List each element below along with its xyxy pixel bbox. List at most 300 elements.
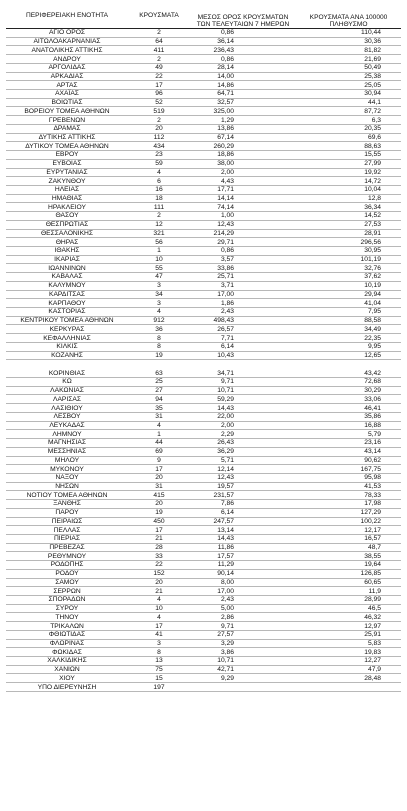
table-row <box>6 518 401 527</box>
weekly-average-value: 7,71 <box>220 334 234 342</box>
per-100k-value: 7,95 <box>367 308 381 316</box>
region-name: ΑΡΓΟΛΙΔΑΣ <box>48 64 86 72</box>
header-region: ΠΕΡΙΦΕΡΕΙΑΚΗ ΕΝΟΤΗΤΑ <box>25 11 109 19</box>
cases-value: 27 <box>155 387 163 395</box>
weekly-average-value: 17,00 <box>217 290 234 298</box>
weekly-average-value: 13,86 <box>217 125 234 133</box>
per-100k-value: 69,6 <box>367 133 381 141</box>
weekly-average-value: 3,57 <box>220 256 234 264</box>
cases-value: 8 <box>157 343 161 351</box>
per-100k-value: 41,04 <box>364 299 381 307</box>
weekly-average-value: 33,86 <box>217 264 234 272</box>
cases-value: 13 <box>155 657 163 665</box>
table-row <box>6 439 401 448</box>
table-row <box>6 535 401 544</box>
table-row <box>6 387 401 396</box>
per-100k-value: 25,38 <box>364 72 381 80</box>
region-name: ΕΥΡΥΤΑΝΙΑΣ <box>46 168 88 176</box>
table-row <box>6 160 401 169</box>
table-row <box>6 55 401 64</box>
weekly-average-value: 5,00 <box>220 605 234 613</box>
cases-value: 63 <box>155 369 163 377</box>
table-row <box>6 151 401 160</box>
cases-value: 912 <box>153 317 165 325</box>
region-name: ΗΜΑΘΙΑΣ <box>51 195 83 203</box>
cases-value: 64 <box>155 38 163 46</box>
region-name: ΙΘΑΚΗΣ <box>54 247 80 255</box>
per-100k-value: 41,53 <box>364 483 381 491</box>
header-weekly-average: ΜΕΣΟΣ ΟΡΟΣ ΚΡΟΥΣΜΑΤΩΝ ΤΩΝ ΤΕΛΕΥΤΑΙΩΝ 7 ΗΜΕΡΩΝ <box>196 14 290 28</box>
region-name: ΡΕΘΥΜΝΟΥ <box>47 552 87 560</box>
cases-value: 49 <box>155 64 163 72</box>
per-100k-value: 34,49 <box>364 325 381 333</box>
region-name: ΠΕΛΛΑΣ <box>53 526 81 534</box>
region-name: ΑΡΤΑΣ <box>56 81 78 89</box>
per-100k-value: 127,29 <box>360 509 381 517</box>
weekly-average-value: 14,43 <box>217 404 234 412</box>
table-row <box>6 491 401 500</box>
weekly-average-value: 29,71 <box>217 238 234 246</box>
per-100k-value: 12,97 <box>364 622 381 630</box>
table-row <box>6 134 401 143</box>
weekly-average-value: 7,86 <box>220 500 234 508</box>
region-name: ΠΙΕΡΙΑΣ <box>53 535 81 543</box>
weekly-average-value: 4,43 <box>220 177 234 185</box>
table-row <box>6 230 401 239</box>
region-name: ΣΕΡΡΩΝ <box>53 587 81 595</box>
region-name: ΑΙΤΩΛΟΑΚΑΡΝΑΝΙΑΣ <box>33 38 101 46</box>
weekly-average-value: 27,57 <box>217 631 234 639</box>
table-row <box>6 561 401 570</box>
cases-value: 47 <box>155 273 163 281</box>
table-row <box>6 107 401 116</box>
cases-value: 19 <box>155 351 163 359</box>
weekly-average-value: 6,14 <box>220 343 234 351</box>
weekly-average-value: 3,71 <box>220 282 234 290</box>
cases-value: 22 <box>155 561 163 569</box>
weekly-average-value: 22,00 <box>217 413 234 421</box>
per-100k-value: 100,22 <box>360 517 381 525</box>
cases-value: 1 <box>157 247 161 255</box>
weekly-average-value: 25,71 <box>217 273 234 281</box>
weekly-average-value: 498,43 <box>213 317 234 325</box>
table-row <box>6 29 401 38</box>
region-name: ΕΥΒΟΙΑΣ <box>52 160 82 168</box>
cases-value: 17 <box>155 81 163 89</box>
per-100k-value: 78,33 <box>364 491 381 499</box>
region-name: ΜΗΛΟΥ <box>54 456 80 464</box>
region-name: ΞΑΝΘΗΣ <box>53 500 81 508</box>
cases-value: 15 <box>155 674 163 682</box>
cases-value: 10 <box>155 256 163 264</box>
region-name: ΧΙΟΥ <box>59 674 75 682</box>
region-name: ΥΠΟ ΔΙΕΡΕΥΝΗΣΗ <box>37 683 97 691</box>
cases-value: 35 <box>155 404 163 412</box>
weekly-average-value: 9,71 <box>220 378 234 386</box>
weekly-average-value: 19,57 <box>217 483 234 491</box>
per-100k-value: 25,05 <box>364 81 381 89</box>
per-100k-value: 28,91 <box>364 229 381 237</box>
table-row <box>6 605 401 614</box>
per-100k-value: 167,75 <box>360 465 381 473</box>
per-100k-value: 29,94 <box>364 290 381 298</box>
table-row <box>6 430 401 439</box>
table-row <box>6 73 401 82</box>
per-100k-value: 81,82 <box>364 46 381 54</box>
region-name: ΕΒΡΟΥ <box>55 151 79 159</box>
region-name: ΤΡΙΚΑΛΩΝ <box>50 622 84 630</box>
table-row <box>6 683 401 692</box>
cases-value: 20 <box>155 474 163 482</box>
table-row <box>6 247 401 256</box>
table-row <box>6 177 401 186</box>
cases-value: 16 <box>155 186 163 194</box>
cases-value: 31 <box>155 483 163 491</box>
cases-value: 36 <box>155 325 163 333</box>
cases-value: 9 <box>157 456 161 464</box>
region-name: ΦΛΩΡΙΝΑΣ <box>49 639 85 647</box>
region-name: ΓΡΕΒΕΝΩΝ <box>48 116 86 124</box>
weekly-average-value: 2,00 <box>220 421 234 429</box>
cases-value: 52 <box>155 99 163 107</box>
cases-value: 55 <box>155 264 163 272</box>
per-100k-value: 30,36 <box>364 38 381 46</box>
region-name: ΒΟΙΩΤΙΑΣ <box>51 99 83 107</box>
per-100k-value: 14,72 <box>364 177 381 185</box>
cases-value: 3 <box>157 639 161 647</box>
weekly-average-value: 36,14 <box>217 38 234 46</box>
per-100k-value: 32,76 <box>364 264 381 272</box>
table-row <box>6 526 401 535</box>
per-100k-value: 296,56 <box>360 238 381 246</box>
weekly-average-value: 3,29 <box>220 639 234 647</box>
per-100k-value: 126,85 <box>360 570 381 578</box>
weekly-average-value: 8,00 <box>220 578 234 586</box>
weekly-average-value: 14,14 <box>217 195 234 203</box>
table-row <box>6 142 401 151</box>
table-row <box>6 500 401 509</box>
region-name: ΑΧΑΪΑΣ <box>55 90 79 98</box>
region-name: ΛΑΚΩΝΙΑΣ <box>50 387 84 395</box>
region-name: ΤΗΝΟΥ <box>55 613 79 621</box>
cases-value: 20 <box>155 125 163 133</box>
table-row <box>6 308 401 317</box>
region-name: ΚΕΡΚΥΡΑΣ <box>49 325 85 333</box>
per-100k-value: 9,95 <box>367 343 381 351</box>
table-row <box>6 64 401 73</box>
cases-value: 450 <box>153 517 165 525</box>
table-row <box>6 116 401 125</box>
weekly-average-value: 11,29 <box>217 561 234 569</box>
cases-value: 20 <box>155 578 163 586</box>
per-100k-value: 6,3 <box>371 116 381 124</box>
cases-value: 33 <box>155 552 163 560</box>
per-100k-value: 30,29 <box>364 387 381 395</box>
cases-value: 21 <box>155 587 163 595</box>
region-name: ΣΠΟΡΑΔΩΝ <box>48 596 86 604</box>
per-100k-value: 35,86 <box>364 413 381 421</box>
region-name: ΠΕΙΡΑΙΩΣ <box>51 517 83 525</box>
cases-value: 56 <box>155 238 163 246</box>
cases-value: 4 <box>157 308 161 316</box>
per-100k-value: 20,35 <box>364 125 381 133</box>
per-100k-value: 36,34 <box>364 203 381 211</box>
table-row <box>6 317 401 326</box>
cases-value: 12 <box>155 221 163 229</box>
cases-value: 10 <box>155 605 163 613</box>
region-name: ΛΗΜΝΟΥ <box>52 430 82 438</box>
cases-value: 19 <box>155 509 163 517</box>
cases-value: 8 <box>157 334 161 342</box>
cases-value: 20 <box>155 500 163 508</box>
table-row <box>6 212 401 221</box>
per-100k-value: 30,94 <box>364 90 381 98</box>
per-100k-value: 27,99 <box>364 160 381 168</box>
weekly-average-value: 59,29 <box>217 395 234 403</box>
weekly-average-value: 6,14 <box>220 509 234 517</box>
table-row <box>6 648 401 657</box>
per-100k-value: 5,79 <box>367 430 381 438</box>
table-row <box>6 404 401 413</box>
per-100k-value: 15,55 <box>364 151 381 159</box>
cases-value: 519 <box>153 107 165 115</box>
weekly-average-value: 38,00 <box>217 160 234 168</box>
cases-value: 22 <box>155 72 163 80</box>
per-100k-value: 88,63 <box>364 142 381 150</box>
table-row <box>6 457 401 466</box>
cases-value: 21 <box>155 535 163 543</box>
per-100k-value: 14,52 <box>364 212 381 220</box>
weekly-average-value: 34,71 <box>217 369 234 377</box>
weekly-average-value: 2,86 <box>220 613 234 621</box>
per-100k-value: 16,88 <box>364 421 381 429</box>
table-row <box>6 422 401 431</box>
weekly-average-value: 90,14 <box>217 570 234 578</box>
table-row <box>6 186 401 195</box>
region-name: ΜΑΓΝΗΣΙΑΣ <box>48 439 86 447</box>
weekly-average-value: 12,43 <box>217 474 234 482</box>
per-100k-value: 11,9 <box>368 587 381 595</box>
weekly-average-value: 10,71 <box>217 387 234 395</box>
table-row <box>6 38 401 47</box>
cases-value: 4 <box>157 168 161 176</box>
region-name: ΚΕΦΑΛΛΗΝΙΑΣ <box>43 334 91 342</box>
per-100k-value: 10,04 <box>364 186 381 194</box>
per-100k-value: 44,1 <box>367 99 381 107</box>
cases-value: 17 <box>155 526 163 534</box>
per-100k-value: 95,98 <box>364 474 381 482</box>
cases-value: 25 <box>155 378 163 386</box>
region-name: ΔΥΤΙΚΗΣ ΑΤΤΙΚΗΣ <box>38 133 96 141</box>
covid-region-table <box>6 2 401 692</box>
region-name: ΚΩ <box>62 378 72 386</box>
weekly-average-value: 1,29 <box>220 116 234 124</box>
table-row <box>6 256 401 265</box>
table-row <box>6 657 401 666</box>
table-row <box>6 465 401 474</box>
cases-value: 4 <box>157 613 161 621</box>
table-row <box>6 552 401 561</box>
cases-value: 434 <box>153 142 165 150</box>
cases-value: 197 <box>153 683 165 691</box>
per-100k-value: 12,8 <box>367 195 381 203</box>
weekly-average-value: 12,14 <box>217 465 234 473</box>
table-row <box>6 282 401 291</box>
weekly-average-value: 12,43 <box>217 221 234 229</box>
table-row <box>6 622 401 631</box>
per-100k-value: 87,72 <box>364 107 381 115</box>
cases-value: 3 <box>157 282 161 290</box>
per-100k-value: 27,53 <box>364 221 381 229</box>
weekly-average-value: 1,86 <box>220 299 234 307</box>
table-row <box>6 125 401 134</box>
weekly-average-value: 1,00 <box>220 212 234 220</box>
table-row <box>6 334 401 343</box>
weekly-average-value: 14,43 <box>217 535 234 543</box>
per-100k-value: 43,14 <box>364 448 381 456</box>
table-row <box>6 596 401 605</box>
weekly-average-value: 2,43 <box>220 308 234 316</box>
cases-value: 1 <box>157 430 161 438</box>
table-row <box>6 238 401 247</box>
weekly-average-value: 10,43 <box>217 351 234 359</box>
region-name: ΒΟΡΕΙΟΥ ΤΟΜΕΑ ΑΘΗΝΩΝ <box>24 107 110 115</box>
table-row <box>6 169 401 178</box>
region-name: ΑΡΚΑΔΙΑΣ <box>50 72 84 80</box>
per-100k-value: 60,65 <box>364 578 381 586</box>
header-per-100k: ΚΡΟΥΣΜΑΤΑ ΑΝΑ 100000 ΠΛΗΘΥΣΜΟ <box>309 14 388 28</box>
weekly-average-value: 214,29 <box>213 229 234 237</box>
per-100k-value: 72,68 <box>364 378 381 386</box>
per-100k-value: 12,65 <box>364 351 381 359</box>
region-name: ΗΛΕΙΑΣ <box>54 186 80 194</box>
cases-value: 321 <box>153 229 165 237</box>
weekly-average-value: 74,14 <box>217 203 234 211</box>
weekly-average-value: 2,29 <box>220 430 234 438</box>
cases-value: 41 <box>155 631 163 639</box>
region-name: ΚΑΡΔΙΤΣΑΣ <box>48 290 86 298</box>
table-row <box>6 579 401 588</box>
weekly-average-value: 17,71 <box>217 186 234 194</box>
cases-value: 3 <box>157 299 161 307</box>
region-name: ΚΑΛΥΜΝΟΥ <box>48 282 86 290</box>
weekly-average-value: 32,57 <box>217 99 234 107</box>
table-row <box>6 203 401 212</box>
table-row <box>6 273 401 282</box>
region-name: ΚΙΛΚΙΣ <box>56 343 78 351</box>
per-100k-value: 16,57 <box>364 535 381 543</box>
weekly-average-value: 3,86 <box>220 648 234 656</box>
weekly-average-value: 5,71 <box>220 456 234 464</box>
per-100k-value: 46,5 <box>367 605 381 613</box>
per-100k-value: 19,64 <box>364 561 381 569</box>
region-name: ΚΑΡΠΑΘΟΥ <box>48 299 86 307</box>
per-100k-value: 17,98 <box>364 500 381 508</box>
cases-value: 59 <box>155 160 163 168</box>
per-100k-value: 23,16 <box>364 439 381 447</box>
region-name: ΚΟΡΙΝΘΙΑΣ <box>48 369 86 377</box>
cases-value: 96 <box>155 90 163 98</box>
weekly-average-value: 36,29 <box>217 448 234 456</box>
weekly-average-value: 17,57 <box>217 552 234 560</box>
table-row <box>6 395 401 404</box>
cases-value: 6 <box>157 177 161 185</box>
table-row <box>6 369 401 378</box>
region-name: ΧΑΛΚΙΔΙΚΗΣ <box>47 657 87 665</box>
table-row <box>6 666 401 675</box>
per-100k-value: 19,83 <box>364 648 381 656</box>
table-row <box>6 46 401 55</box>
region-name: ΛΑΣΙΘΙΟΥ <box>51 404 83 412</box>
per-100k-value: 12,27 <box>364 657 381 665</box>
per-100k-value: 12,17 <box>364 526 381 534</box>
weekly-average-value: 13,14 <box>217 526 234 534</box>
weekly-average-value: 64,71 <box>217 90 234 98</box>
table-row <box>6 570 401 579</box>
weekly-average-value: 28,14 <box>217 64 234 72</box>
region-name: ΖΑΚΥΝΘΟΥ <box>48 177 86 185</box>
weekly-average-value: 11,86 <box>217 544 234 552</box>
table-row <box>6 544 401 553</box>
region-name: ΣΥΡΟΥ <box>55 605 79 613</box>
per-100k-value: 46,41 <box>364 404 381 412</box>
table-row <box>6 90 401 99</box>
region-name: ΝΟΤΙΟΥ ΤΟΜΕΑ ΑΘΗΝΩΝ <box>26 491 108 499</box>
cases-value: 31 <box>155 413 163 421</box>
per-100k-value: 19,92 <box>364 168 381 176</box>
region-name: ΙΩΑΝΝΙΝΩΝ <box>48 264 86 272</box>
cases-value: 8 <box>157 648 161 656</box>
per-100k-value: 28,48 <box>364 674 381 682</box>
cases-value: 4 <box>157 421 161 429</box>
table-row <box>6 291 401 300</box>
cases-value: 34 <box>155 290 163 298</box>
weekly-average-value: 260,29 <box>213 142 234 150</box>
table-row <box>6 264 401 273</box>
region-name: ΦΩΚΙΔΑΣ <box>52 648 82 656</box>
table-row <box>6 631 401 640</box>
weekly-average-value: 42,71 <box>217 666 234 674</box>
table-header <box>6 2 401 29</box>
weekly-average-value: 26,43 <box>217 439 234 447</box>
cases-value: 411 <box>153 46 165 54</box>
per-100k-value: 101,19 <box>360 256 381 264</box>
table-row <box>6 378 401 387</box>
weekly-average-value: 14,00 <box>217 72 234 80</box>
weekly-average-value: 17,00 <box>217 587 234 595</box>
region-name: ΠΡΕΒΕΖΑΣ <box>49 544 85 552</box>
region-name: ΔΥΤΙΚΟΥ ΤΟΜΕΑ ΑΘΗΝΩΝ <box>25 142 109 150</box>
region-name: ΜΥΚΟΝΟΥ <box>50 465 84 473</box>
table-row <box>6 299 401 308</box>
table-row <box>6 99 401 108</box>
cases-value: 111 <box>153 203 165 211</box>
weekly-average-value: 9,29 <box>220 674 234 682</box>
region-name: ΡΟΔΟΥ <box>55 570 79 578</box>
per-100k-value: 48,7 <box>367 544 381 552</box>
weekly-average-value: 0,86 <box>220 247 234 255</box>
cases-value: 2 <box>157 29 161 37</box>
weekly-average-value: 26,57 <box>217 325 234 333</box>
region-name: ΑΓΙΟ ΟΡΟΣ <box>48 29 86 37</box>
table-row <box>6 195 401 204</box>
cases-value: 2 <box>157 212 161 220</box>
weekly-average-value: 18,86 <box>217 151 234 159</box>
weekly-average-value: 14,86 <box>217 81 234 89</box>
per-100k-value: 30,95 <box>364 247 381 255</box>
per-100k-value: 21,69 <box>364 55 381 63</box>
region-name: ΝΗΣΩΝ <box>55 483 79 491</box>
